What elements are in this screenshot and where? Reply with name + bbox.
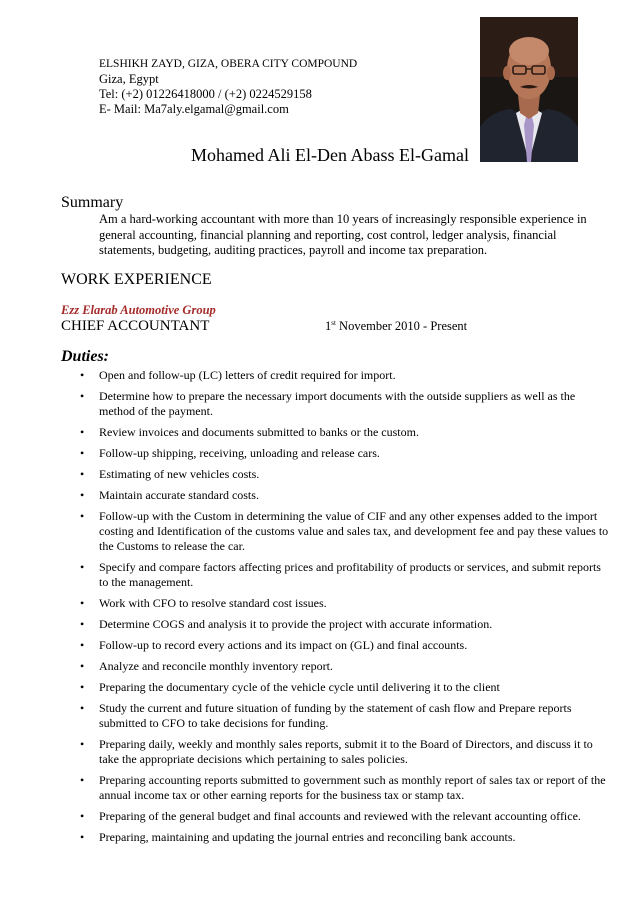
duties-list	[80, 368, 609, 851]
duty-item	[80, 700, 609, 732]
date-day: 1	[325, 319, 332, 334]
duty-text: Analyze and reconcile monthly inventory report.	[99, 658, 333, 673]
contact-block	[99, 57, 357, 117]
bullet-icon: •	[80, 466, 85, 481]
bullet-icon: •	[80, 679, 85, 694]
duty-text: Preparing, maintaining and updating the journal entries and reconciling bank accounts.	[99, 830, 516, 845]
duty-item	[80, 445, 609, 461]
duty-item	[80, 560, 609, 591]
duty-item	[80, 638, 609, 653]
bullet-icon: •	[80, 425, 85, 440]
summary-heading: Summary	[61, 194, 124, 211]
duty-item	[80, 508, 609, 555]
date-rest: November 2010 - Present	[335, 319, 468, 334]
bullet-icon: •	[80, 638, 85, 653]
duty-text: Determine how to prepare the necessary import documents with the outside suppliers as well as the method of the payment.	[99, 388, 576, 419]
candidate-name: Mohamed Ali El-Den Abass El-Gamal	[191, 145, 469, 165]
summary-text: Am a hard-working accountant with more than 10 years of increasingly responsible experience in general accounting, financial planning and reporting, cost control, ledger analysis, financial statements, budgeting, auditing practices, payroll and income tax preparation.	[99, 212, 587, 257]
duty-text: Review invoices and documents submitted to banks or the custom.	[99, 425, 419, 440]
address-line-2: Giza, Egypt	[99, 72, 159, 86]
company-name: Ezz Elarab Automotive Group	[61, 303, 216, 317]
duty-text: Follow-up to record every actions and its impact on (GL) and final accounts.	[99, 638, 468, 653]
email: E- Mail: Ma7aly.elgamal@gmail.com	[99, 102, 289, 116]
duty-text: Study the current and future situation of funding by the statement of cash flow and Prepare reports submitted to CFO to take decisions for funding.	[99, 700, 572, 731]
duty-text: Specify and compare factors affecting prices and profitability of products or services, and submit reports to the management.	[99, 560, 601, 590]
duty-text: Preparing of the general budget and final accounts and reviewed with the relevant accounting office.	[99, 809, 581, 824]
bullet-icon: •	[80, 736, 85, 751]
bullet-icon: •	[80, 487, 85, 502]
duty-item	[80, 773, 609, 804]
duty-item	[80, 425, 609, 440]
bullet-icon: •	[80, 773, 85, 788]
duty-item	[80, 658, 609, 674]
duty-item	[80, 388, 609, 420]
date-suffix: st	[331, 319, 336, 327]
bullet-icon: •	[80, 388, 85, 403]
duty-text: Follow-up with the Custom in determining the value of CIF and any other expenses added to the import costing and Identification of the customs value and sales tax, and development fee and pay these values to the Customs to release the car.	[99, 508, 609, 554]
duty-item	[80, 809, 609, 824]
bullet-icon: •	[80, 809, 85, 824]
bullet-icon: •	[80, 830, 85, 845]
bullet-icon: •	[80, 596, 85, 611]
duty-item	[80, 368, 609, 383]
employment-date	[325, 319, 467, 334]
bullet-icon: •	[80, 368, 85, 382]
duty-item	[80, 830, 609, 845]
bullet-icon: •	[80, 560, 85, 575]
duty-text: Preparing the documentary cycle of the vehicle cycle until delivering it to the client	[99, 679, 500, 694]
duty-text: Follow-up shipping, receiving, unloading and release cars.	[99, 445, 380, 460]
duty-text: Work with CFO to resolve standard cost issues.	[99, 596, 327, 611]
duty-text: Open and follow-up (LC) letters of credit required for import.	[99, 368, 396, 382]
duty-item	[80, 679, 609, 695]
duty-item	[80, 596, 609, 611]
duty-item	[80, 736, 609, 768]
bullet-icon: •	[80, 658, 85, 673]
work-experience-heading: WORK EXPERIENCE	[61, 271, 212, 288]
profile-photo	[480, 17, 578, 162]
duty-item	[80, 466, 609, 482]
duty-text: Determine COGS and analysis it to provide the project with accurate information.	[99, 617, 493, 632]
bullet-icon: •	[80, 445, 85, 460]
duty-text: Estimating of new vehicles costs.	[99, 466, 260, 481]
duty-text: Preparing daily, weekly and monthly sales reports, submit it to the Board of Directors, and discuss it to take the appropriate decisions which pertaining to sales policies.	[99, 736, 593, 767]
telephone: Tel: (+2) 01226418000 / (+2) 0224529158	[99, 87, 312, 101]
duty-text: Preparing accounting reports submitted to government such as monthly report of sales tax or report of the annual income tax or other earning reports for the business tax or stamp tax.	[99, 773, 606, 803]
bullet-icon: •	[80, 508, 85, 523]
bullet-icon: •	[80, 700, 85, 715]
job-position: CHIEF ACCOUNTANT	[61, 318, 210, 334]
address-line-1: ELSHIKH ZAYD, GIZA, OBERA CITY COMPOUND	[99, 58, 358, 70]
duty-item	[80, 487, 609, 503]
duty-text: Maintain accurate standard costs.	[99, 487, 259, 502]
duty-item	[80, 617, 609, 632]
duties-heading: Duties:	[61, 348, 109, 365]
bullet-icon: •	[80, 617, 85, 632]
